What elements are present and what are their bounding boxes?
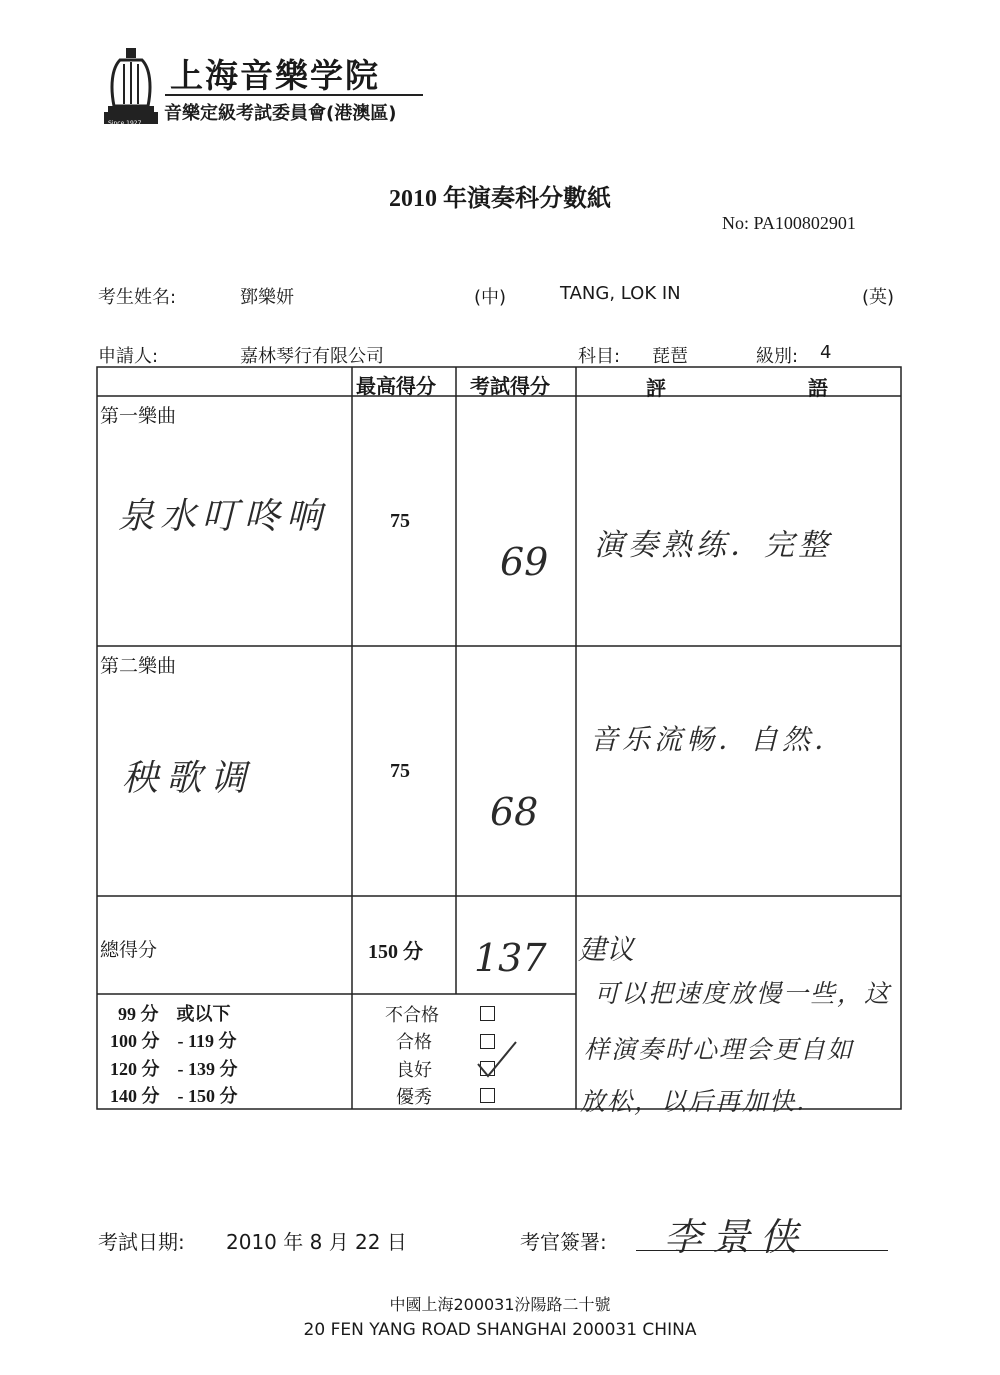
cn-tag: (中) (474, 287, 507, 308)
piece1-label: 第一樂曲 (100, 405, 177, 427)
header-comment-2: 語 (808, 376, 828, 400)
document-number: No: PA100802901 (722, 213, 856, 233)
suggestion-line-2: 样演奏时心理会更自如 (584, 1035, 855, 1064)
piece2-label: 第二樂曲 (100, 655, 177, 677)
band-grade-3: 良好 (396, 1060, 432, 1081)
en-tag: (英) (862, 287, 895, 308)
band-grade-1: 不合格 (385, 1005, 439, 1026)
piece2-comment: 音乐流畅．自然． (590, 723, 847, 756)
school-emblem-icon (100, 46, 162, 128)
total-score: 137 (474, 936, 547, 980)
band-range-4: 140 分 - 150 分 (110, 1086, 238, 1106)
header-max-score: 最高得分 (356, 374, 436, 398)
school-name: 上海音樂学院 (170, 56, 380, 95)
piece1-max: 75 (390, 510, 410, 532)
exam-date-label: 考試日期: (98, 1230, 185, 1254)
header-comment-1: 評 (646, 376, 666, 400)
piece1-title: 泉水叮咚响 (118, 496, 329, 537)
grade-label: 級別: (756, 346, 799, 367)
band-grade-2: 合格 (396, 1032, 432, 1053)
page-title: 2010 年演奏科分數紙 (389, 186, 611, 212)
subject-value: 琵琶 (652, 346, 688, 367)
band-range-1: 99 分 或以下 (118, 1004, 231, 1024)
examiner-signature: 李景侠 (664, 1215, 809, 1259)
address-en: 20 FEN YANG ROAD SHANGHAI 200031 CHINA (303, 1320, 697, 1340)
suggestion-heading: 建议 (578, 933, 635, 966)
suggestion-line-1: 可以把速度放慢一些，这 (594, 979, 892, 1008)
grade-value: 4 (820, 342, 832, 363)
band-grade-4: 優秀 (396, 1087, 432, 1108)
suggestion-line-3: 放松，以后再加快． (580, 1087, 824, 1116)
committee-name: 音樂定級考試委員會(港澳區) (164, 103, 397, 124)
piece1-comment: 演奏熟练．完整 (594, 528, 832, 563)
band-range-3: 120 分 - 139 分 (110, 1059, 238, 1079)
emblem-year: Since 1927 (108, 120, 142, 127)
applicant-label: 申請人: (98, 346, 159, 367)
signature-line (636, 1250, 888, 1251)
address-cn: 中國上海200031汾陽路二十號 (389, 1295, 611, 1314)
piece2-score: 68 (490, 790, 539, 834)
band-checkbox-4 (480, 1088, 495, 1103)
candidate-name-label: 考生姓名: (98, 287, 177, 308)
subject-label: 科目: (578, 346, 621, 367)
total-max: 150 分 (368, 941, 423, 963)
band-range-2: 100 分 - 119 分 (110, 1031, 237, 1051)
total-label: 總得分 (100, 939, 158, 961)
examiner-label: 考官簽署: (520, 1230, 607, 1254)
candidate-name-en: TANG, LOK IN (560, 283, 681, 304)
logo-divider (165, 94, 423, 96)
header-exam-score: 考試得分 (470, 374, 550, 398)
piece1-score: 69 (500, 540, 549, 584)
band-checkbox-1 (480, 1006, 495, 1021)
checkmark-icon (474, 1038, 520, 1080)
piece2-title: 秧歌调 (122, 758, 255, 799)
applicant-value: 嘉林琴行有限公司 (240, 346, 384, 367)
exam-date-value: 2010 年 8 月 22 日 (226, 1230, 407, 1254)
candidate-name-cn: 鄧樂妍 (240, 287, 294, 308)
piece2-max: 75 (390, 760, 410, 782)
